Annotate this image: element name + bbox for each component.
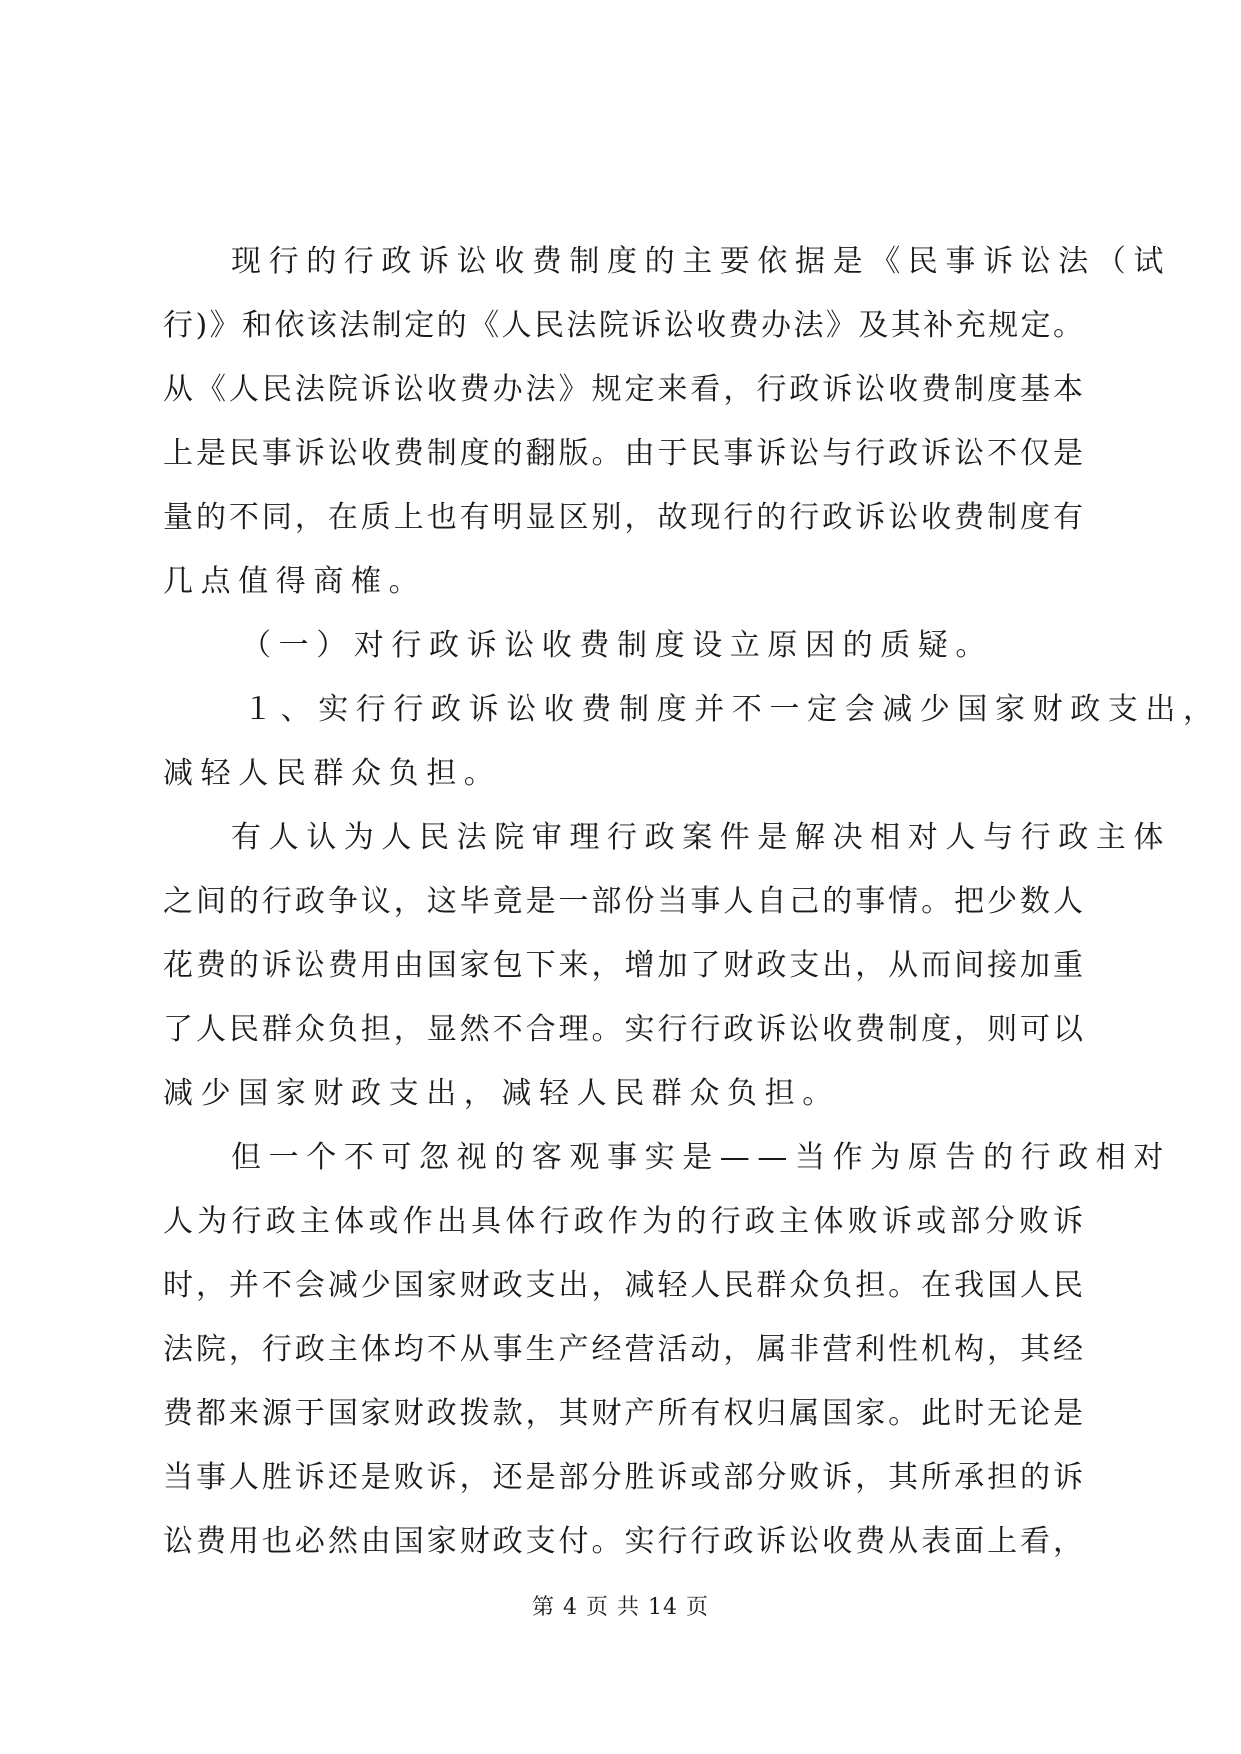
paragraph-3-line-2: 人为行政主体或作出具体行政作为的行政主体败诉或部分败诉: [163, 1204, 1083, 1239]
paragraph-3-line-1: 但一个不可忽视的客观事实是——当作为原告的行政相对: [231, 1140, 1171, 1175]
paragraph-2-line-1: 有人认为人民法院审理行政案件是解决相对人与行政主体: [231, 820, 1171, 855]
paragraph-2-line-3: 花费的诉讼费用由国家包下来，增加了财政支出，从而间接加重: [163, 948, 1083, 983]
subheading-1-line-1: １、实行行政诉讼收费制度并不一定会减少国家财政支出，: [243, 692, 1221, 727]
paragraph-1-line-4: 上是民事诉讼收费制度的翻版。由于民事诉讼与行政诉讼不仅是: [163, 436, 1083, 471]
section-heading-1: （一）对行政诉讼收费制度设立原因的质疑。: [241, 628, 993, 663]
subheading-1-line-2: 减轻人民群众负担。: [163, 756, 502, 791]
paragraph-2-line-4: 了人民群众负担，显然不合理。实行行政诉讼收费制度，则可以: [163, 1012, 1083, 1047]
document-body: [163, 230, 1221, 1574]
paragraph-1-line-1: 现行的行政诉讼收费制度的主要依据是《民事诉讼法（试: [231, 244, 1171, 279]
paragraph-1-line-5: 量的不同，在质上也有明显区别，故现行的行政诉讼收费制度有: [163, 500, 1083, 535]
page-number-footer: 第 4 页 共 14 页: [532, 1595, 709, 1620]
paragraph-3-line-4: 法院，行政主体均不从事生产经营活动，属非营利性机构，其经: [163, 1332, 1083, 1367]
paragraph-3-line-7: 讼费用也必然由国家财政支付。实行行政诉讼收费从表面上看，: [163, 1524, 1083, 1559]
paragraph-2-line-2: 之间的行政争议，这毕竟是一部份当事人自己的事情。把少数人: [163, 884, 1083, 919]
paragraph-1-line-3: 从《人民法院诉讼收费办法》规定来看，行政诉讼收费制度基本: [163, 372, 1083, 407]
paragraph-1-line-2: 行)》和依该法制定的《人民法院诉讼收费办法》及其补充规定。: [163, 308, 1083, 343]
paragraph-3-line-5: 费都来源于国家财政拨款，其财产所有权归属国家。此时无论是: [163, 1396, 1083, 1431]
paragraph-3-line-6: 当事人胜诉还是败诉，还是部分胜诉或部分败诉，其所承担的诉: [163, 1460, 1083, 1495]
paragraph-2-line-5: 减少国家财政支出，减轻人民群众负担。: [163, 1076, 840, 1111]
paragraph-1-line-6: 几点值得商榷。: [163, 564, 427, 599]
paragraph-3-line-3: 时，并不会减少国家财政支出，减轻人民群众负担。在我国人民: [163, 1268, 1083, 1303]
